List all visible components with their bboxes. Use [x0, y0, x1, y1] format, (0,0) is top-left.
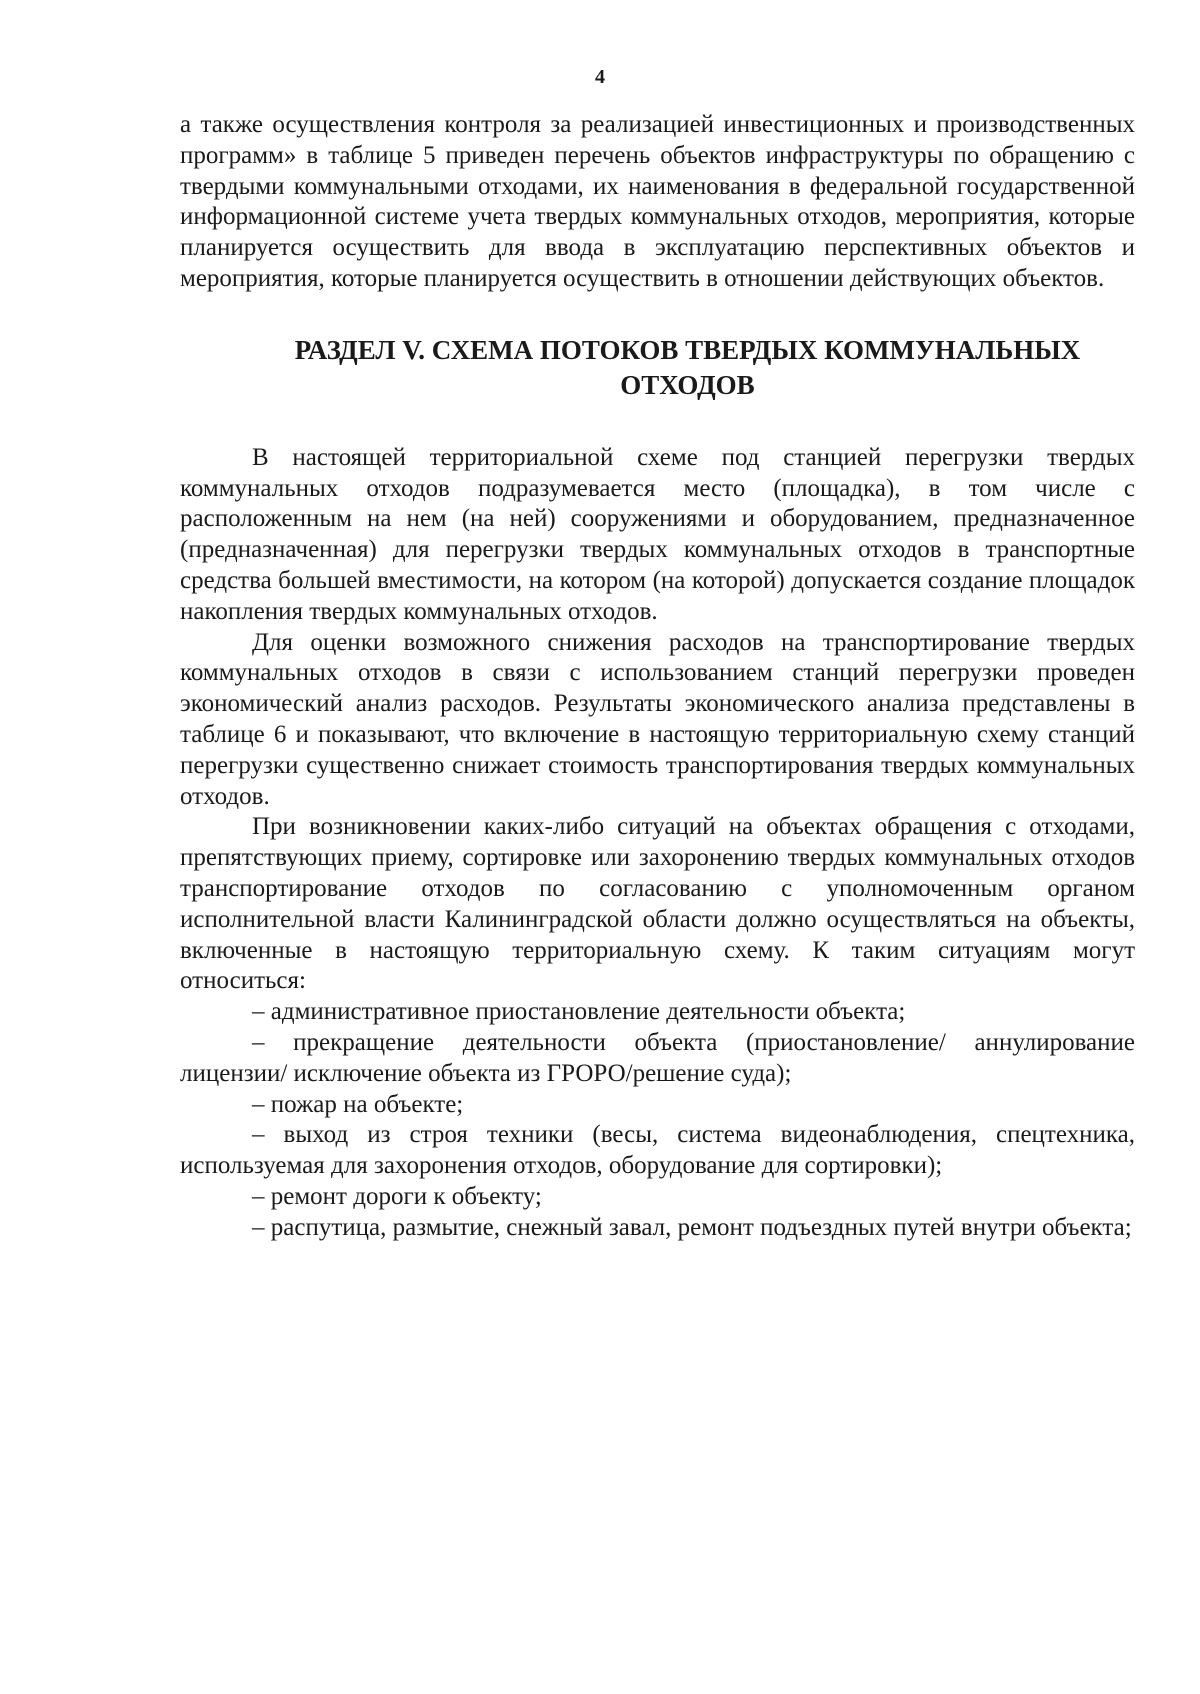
list-item: – распутица, размытие, снежный завал, ремонт подъездных путей внутри объекта;	[252, 1213, 1132, 1241]
list-item: – пожар на объекте;	[252, 1090, 464, 1118]
page-number: 4	[595, 66, 605, 88]
list-item: – прекращение деятельности объекта (приостановление/ аннулирование лицензии/ исключение объекта из ГРОРО/решение суда);	[180, 1028, 1135, 1087]
list-item: – административное приостановление деятельности объекта;	[252, 998, 906, 1026]
section-heading-line-1: РАЗДЕЛ V. СХЕМА ПОТОКОВ ТВЕРДЫХ КОММУНАЛЬНЫХ	[294, 334, 1081, 365]
document-body	[180, 110, 1135, 1244]
list-item: – ремонт дороги к объекту;	[252, 1182, 542, 1210]
intro-paragraph: а также осуществления контроля за реализацией инвестиционных и производственных программ» в таблице 5 приведен перечень объектов инфраструктуры по обращению с твердыми коммунальными отходами, их наименования в федеральной государственной информационной системе учета твердых коммунальных отходов, мероприятия, которые планируется осуществить для ввода в эксплуатацию перспективных объектов и мероприятия, которые планируется осуществить в отношении действующих объектов.	[180, 111, 1135, 292]
body-paragraph: При возникновении каких-либо ситуаций на объектах обращения с отходами, препятствующих приему, сортировке или захоронению твердых коммунальных отходов транспортирование отходов по согласованию с уполномоченным органом исполнительной власти Калининградской области должно осуществляться на объекты, включенные в настоящую территориальную схему. К таким ситуациям могут относиться:	[180, 813, 1135, 995]
body-paragraph: В настоящей территориальной схеме под станцией перегрузки твердых коммунальных отходов подразумевается место (площадка), в том числе с расположенным на нем (на ней) сооружениями и оборудованием, предназначенное (предназначенная) для перегрузки твердых коммунальных отходов в транспортные средства большей вместимости, на котором (на которой) допускается создание площадок накопления твердых коммунальных отходов.	[180, 443, 1135, 625]
body-paragraph: Для оценки возможного снижения расходов на транспортирование твердых коммунальных отходов в связи с использованием станций перегрузки проведен экономический анализ расходов. Результаты экономического анализа представлены в таблице 6 и показывают, что включение в настоящую территориальную схему станций перегрузки существенно снижает стоимость транспортирования твердых коммунальных отходов.	[180, 628, 1135, 810]
section-heading-line-2: ОТХОДОВ	[620, 369, 755, 400]
list-item: – выход из строя техники (весы, система видеонаблюдения, спецтехника, используемая для захоронения отходов, оборудование для сортировки);	[180, 1121, 1135, 1180]
section-heading	[180, 333, 1135, 403]
